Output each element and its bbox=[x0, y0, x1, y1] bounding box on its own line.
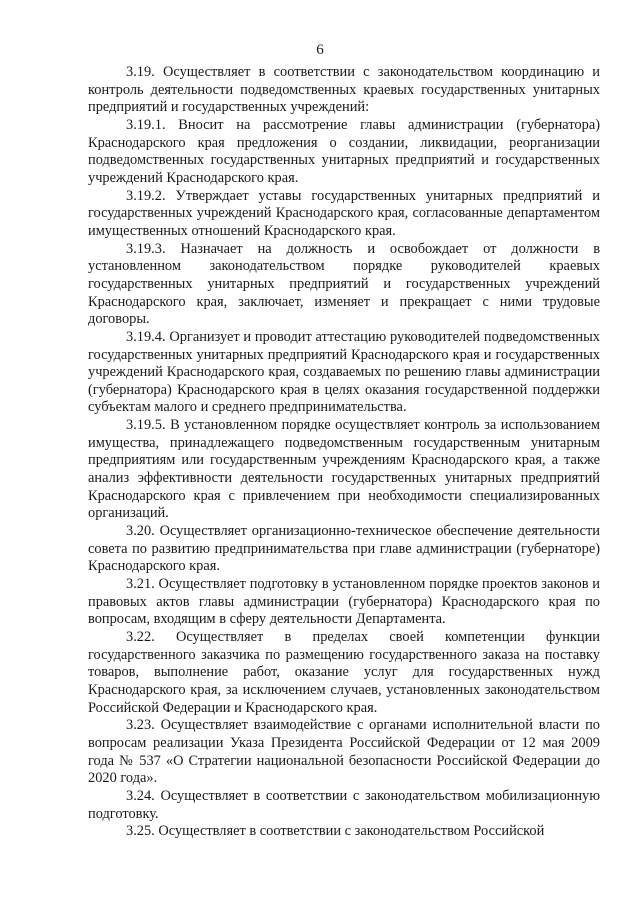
paragraph-3-21: 3.21. Осуществляет подготовку в установленном порядке проектов законов и правовых актов главы администрации (губернатора) Краснодарского края по вопросам, входящим в сферу деятельности Департамента. bbox=[88, 576, 600, 628]
paragraph-3-19-2: 3.19.2. Утверждает уставы государственных унитарных предприятий и государственных учреждений Краснодарского края, согласованные департаментом имущественных отношений Краснодарского края. bbox=[88, 187, 600, 239]
paragraph-3-24: 3.24. Осуществляет в соответствии с законодательством мобилизационную подготовку. bbox=[88, 787, 600, 822]
paragraph-3-19-1: 3.19.1. Вносит на рассмотрение главы администрации (губернатора) Краснодарского края предложения о создании, ликвидации, реорганизации подведомственных государственных унитарных предприятий и государственных учреждений Краснодарского края. bbox=[88, 116, 600, 186]
page-number: 6 bbox=[316, 42, 324, 58]
paragraph-3-25: 3.25. Осуществляет в соответствии с законодательством Российской bbox=[126, 823, 545, 840]
paragraph-3-19-4: 3.19.4. Организует и проводит аттестацию руководителей подведомственных государственных унитарных предприятий Краснодарского края и государственных учреждений Краснодарского края, создаваемых по решению главы администрации (губернатора) Краснодарского края в целях оказания государственной поддержки субъектам малого и среднего предпринимательства. bbox=[88, 328, 600, 416]
document-body bbox=[88, 64, 600, 841]
paragraph-3-19-5: 3.19.5. В установленном порядке осуществляет контроль за использованием имущества, принадлежащего подведомственным государственным унитарным предприятиям или государственным учреждениям Краснодарского края, а также анализ эффективности деятельности государственных унитарных предприятий Краснодарского края с привлечением при необходимости специализированных организаций. bbox=[88, 417, 600, 522]
paragraph-3-23: 3.23. Осуществляет взаимодействие с органами исполнительной власти по вопросам реализации Указа Президента Российской Федерации от 12 мая 2009 года № 537 «О Стратегии национальной безопасности Российской Федерации до 2020 года». bbox=[88, 717, 600, 787]
paragraph-3-19-3: 3.19.3. Назначает на должность и освобождает от должности в установленном законодательством порядке руководителей краевых государственных унитарных предприятий и государственных учреждений Краснодарского края, заключает, изменяет и прекращает с ними трудовые договоры. bbox=[88, 240, 600, 328]
paragraph-3-20: 3.20. Осуществляет организационно-техническое обеспечение деятельности совета по развитию предпринимательства при главе администрации (губернаторе) Краснодарского края. bbox=[88, 523, 600, 575]
paragraph-3-19: 3.19. Осуществляет в соответствии с законодательством координацию и контроль деятельности подведомственных краевых государственных унитарных предприятий и государственных учреждений: bbox=[88, 64, 600, 116]
paragraph-3-22: 3.22. Осуществляет в пределах своей компетенции функции государственного заказчика по размещению государственного заказа на поставку товаров, выполнение работ, оказание услуг для государственных нужд Краснодарского края, за исключением случаев, установленных законодательством Российской Федерации и Краснодарского края. bbox=[88, 629, 600, 716]
